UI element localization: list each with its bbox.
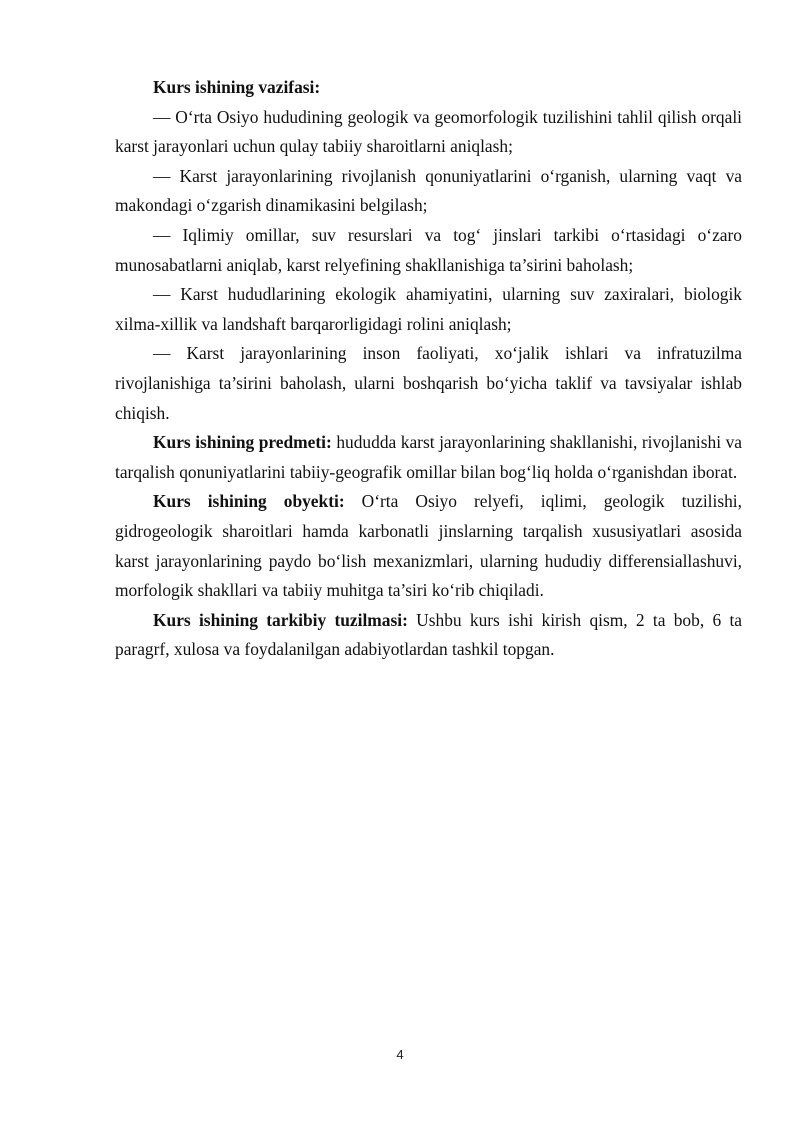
task-item-3: — Iqlimiy omillar, suv resurslari va tog‘ jinslari tarkibi o‘rtasidagi o‘zaro munosabatlarni aniqlab, karst relyefining shakllanishiga ta’sirini baholash; [115,224,742,275]
subject-label: Kurs ishining predmeti: [153,432,332,453]
tasks-heading: Kurs ishining vazifasi: [153,77,321,97]
structure-label: Kurs ishining tarkibiy tuzilmasi: [153,609,408,630]
object-label: Kurs ishining obyekti: [153,491,345,512]
document-body [115,73,742,665]
page-number: 4 [396,1047,404,1062]
object-paragraph [115,487,742,605]
task-item-5: — Karst jarayonlarining inson faoliyati, xo‘jalik ishlari va infratuzilma rivojlanishiga ta’sirini baholash, ularni boshqarish bo‘yicha taklif va tavsiyalar ishlab chiqish. [115,343,742,423]
task-item-1: — O‘rta Osiyo hududining geologik va geomorfologik tuzilishini tahlil qilish orqali karst jarayonlari uchun qulay tabiiy sharoitlarni aniqlash; [115,106,742,157]
object-text: O‘rta Osiyo relyefi, iqlimi, geologik tuzilishi, gidrogeologik sharoitlari hamda karbonatli jinslarning tarqalish xususiyatlari asosida karst jarayonlarining paydo bo‘lish mexanizmlari, ularning hududiy differensiallashuvi, morfologik shakllari va tabiiy muhitga ta’siri ko‘rib chiqiladi. [115,491,742,601]
task-item-2: — Karst jarayonlarining rivojlanish qonuniyatlarini o‘rganish, ularning vaqt va makondagi o‘zgarish dinamikasini belgilash; [115,165,742,216]
subject-text: hududda karst jarayonlarining shakllanishi, rivojlanishi va tarqalish qonuniyatlarini tabiiy-geografik omillar bilan bog‘liq holda o‘rganishdan iborat. [115,432,742,482]
structure-paragraph [115,606,742,665]
task-item-4: — Karst hududlarining ekologik ahamiyatini, ularning suv zaxiralari, biologik xilma-xillik va landshaft barqarorligidagi rolini aniqlash; [115,284,742,334]
subject-paragraph [115,428,742,487]
structure-text: Ushbu kurs ishi kirish qism, 2 ta bob, 6 ta paragrf, xulosa va foydalanilgan adabiyotlardan tashkil topgan. [115,609,742,660]
